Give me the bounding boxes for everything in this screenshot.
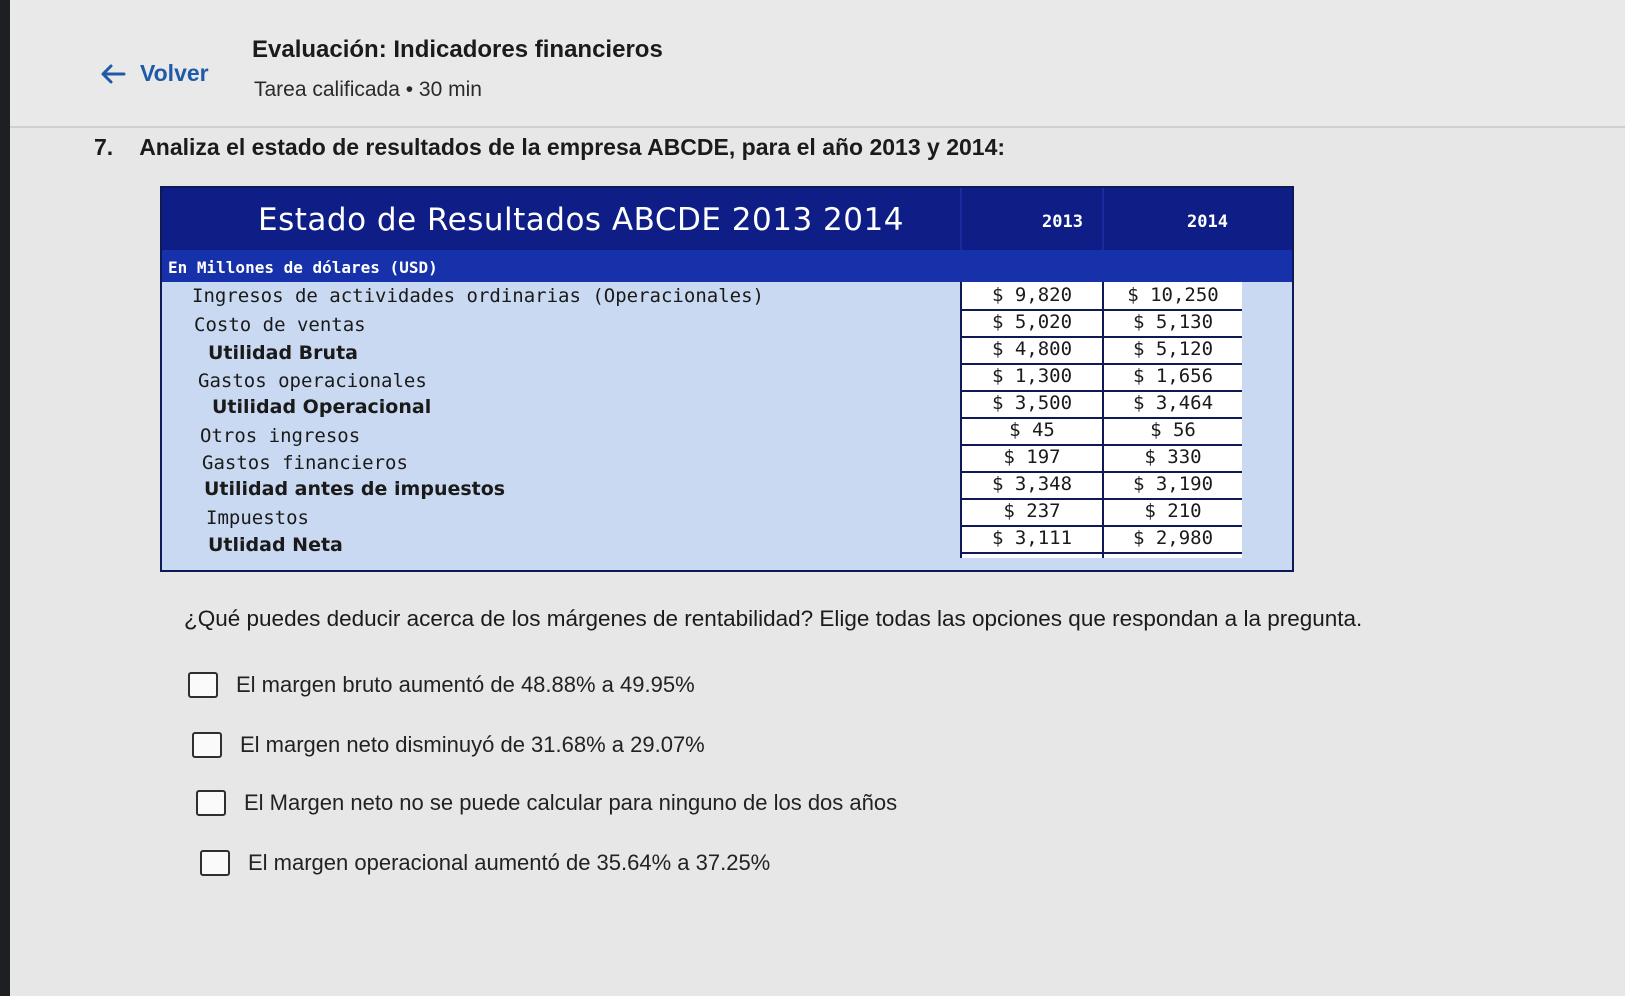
value-2014: $ 5,120: [1132, 338, 1214, 360]
answer-option[interactable]: [196, 790, 897, 816]
value-2014: $ 2,980: [1132, 527, 1214, 549]
grid-divider: [1102, 282, 1104, 558]
checkbox[interactable]: [188, 672, 218, 698]
checkbox[interactable]: [192, 732, 222, 758]
back-link[interactable]: [100, 60, 209, 87]
row-label: Utlidad Neta: [208, 534, 343, 556]
question-text: Analiza el estado de resultados de la empresa ABCDE, para el año 2013 y 2014:: [139, 134, 1006, 160]
answer-option[interactable]: [200, 850, 770, 876]
statement-units: En Millones de dólares (USD): [168, 258, 438, 277]
row-label: Impuestos: [206, 507, 309, 529]
value-2013: $ 5,020: [991, 311, 1073, 333]
value-2013: $ 3,111: [991, 527, 1073, 549]
option-label: El margen bruto aumentó de 48.88% a 49.95%: [236, 672, 695, 697]
value-2013: $ 45: [1009, 419, 1055, 441]
row-label: Utilidad Bruta: [208, 342, 358, 364]
value-2014: $ 5,130: [1132, 311, 1214, 333]
statement-header: [162, 188, 1292, 250]
option-label: El margen operacional aumentó de 35.64% a 37.25%: [248, 850, 771, 875]
header-divider: [960, 188, 962, 250]
units-bar: [162, 250, 1292, 282]
value-2013: $ 4,800: [991, 338, 1073, 360]
row-label: Otros ingresos: [200, 425, 361, 447]
header-divider: [1102, 188, 1104, 250]
header-bar: [10, 0, 1625, 128]
value-2013: $ 237: [1003, 500, 1061, 522]
value-2014: $ 1,656: [1132, 365, 1214, 387]
value-2014: $ 3,464: [1132, 392, 1214, 414]
question-number: 7.: [94, 134, 114, 160]
back-label: Volver: [140, 60, 209, 86]
row-label: Gastos financieros: [202, 452, 408, 474]
row-label: Costo de ventas: [194, 314, 366, 336]
answer-option[interactable]: [192, 732, 705, 758]
value-2013: $ 9,820: [991, 284, 1073, 306]
value-2013: $ 197: [1003, 446, 1061, 468]
assessment-screen: [10, 0, 1625, 996]
checkbox[interactable]: [200, 850, 230, 876]
row-label: Utilidad Operacional: [212, 396, 432, 418]
question-heading: [94, 134, 1005, 161]
option-label: El Margen neto no se puede calcular para ninguno de los dos años: [244, 790, 898, 815]
row-label: Utilidad antes de impuestos: [204, 478, 506, 500]
value-2013: $ 3,348: [991, 473, 1073, 495]
value-2014: $ 3,190: [1132, 473, 1214, 495]
assessment-title: Evaluación: Indicadores financieros: [252, 36, 663, 63]
checkbox[interactable]: [196, 790, 226, 816]
value-2014: $ 10,250: [1127, 284, 1219, 306]
assessment-subtitle: Tarea calificada • 30 min: [254, 78, 482, 101]
value-2014: $ 56: [1150, 419, 1196, 441]
question-prompt: ¿Qué puedes deducir acerca de los márgenes de rentabilidad? Elige todas las opciones que respondan a la pregunta.: [184, 606, 1363, 631]
value-2014: $ 330: [1144, 446, 1202, 468]
year-2014-header: 2014: [1187, 212, 1228, 232]
answer-option[interactable]: [188, 672, 695, 698]
values-grid: [962, 282, 1242, 558]
value-2013: $ 1,300: [991, 365, 1073, 387]
year-2013-header: 2013: [1042, 212, 1083, 232]
statement-title: Estado de Resultados ABCDE 2013 2014: [258, 202, 904, 238]
value-2013: $ 3,500: [991, 392, 1073, 414]
arrow-left-icon: [100, 63, 126, 85]
row-label: Ingresos de actividades ordinarias (Operacionales): [192, 285, 764, 307]
row-label: Gastos operacionales: [198, 370, 427, 392]
income-statement-table: [160, 186, 1294, 572]
value-2014: $ 210: [1144, 500, 1202, 522]
option-label: El margen neto disminuyó de 31.68% a 29.07%: [240, 732, 705, 757]
